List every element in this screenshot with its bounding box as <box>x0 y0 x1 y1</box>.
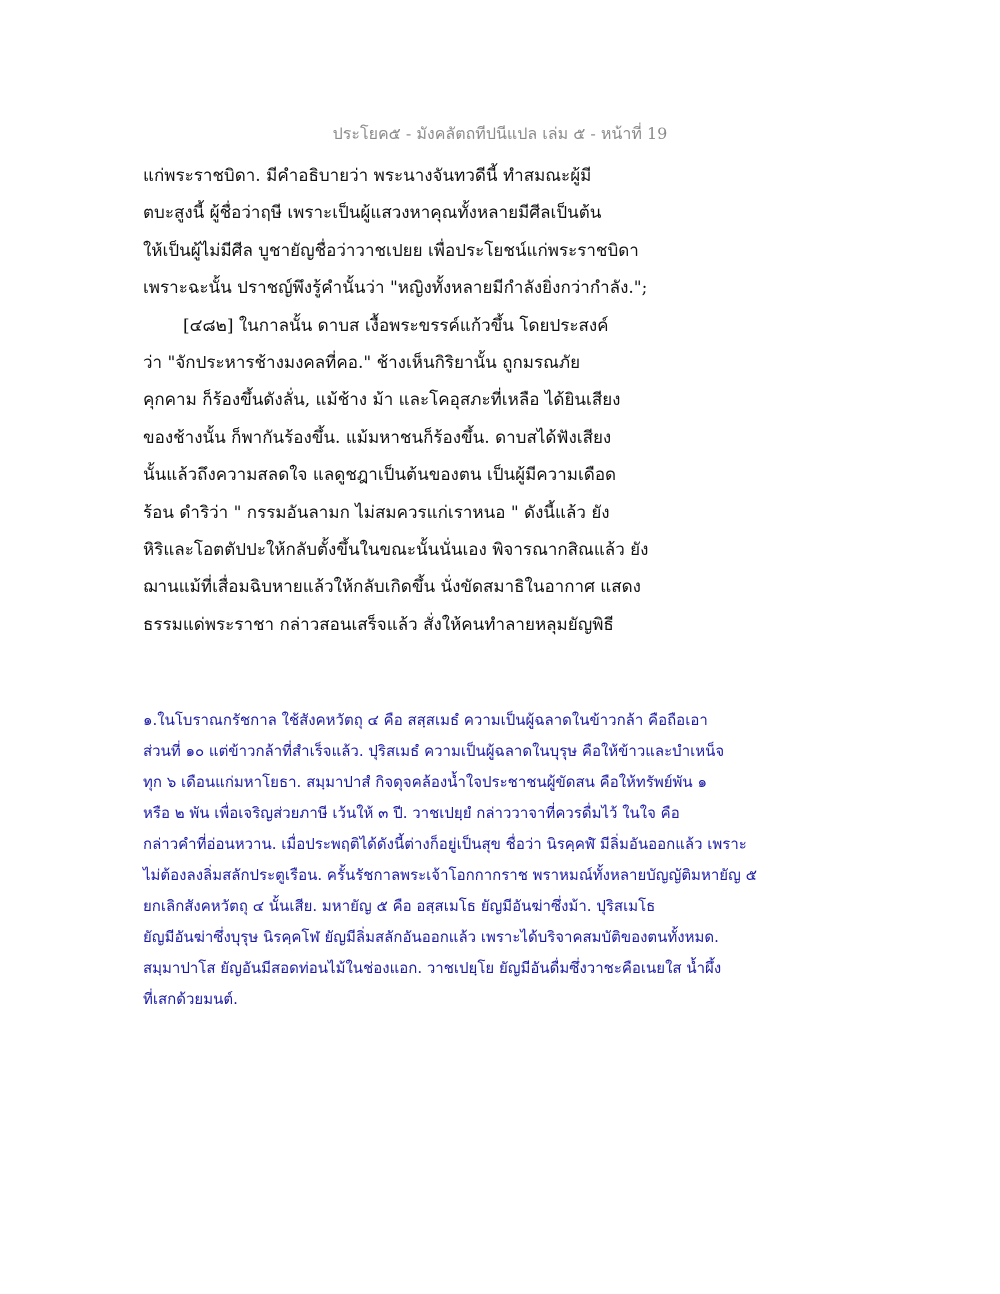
footnote-line: ๑.ในโบราณกรัชกาล ใช้สังคหวัตถุ ๔ คือ สสฺสเมธํ ความเป็นผู้ฉลาดในข้าวกล้า คือถือเอา <box>143 711 708 729</box>
body-line: หิริและโอตตัปปะให้กลับตั้งขึ้นในขณะนั้นนั่นเอง พิจารณากสิณแล้ว ยัง <box>143 539 649 560</box>
body-line: ของช้างนั้น ก็พากันร้องขึ้น. แม้มหาชนก็ร้องขึ้น. ดาบสได้ฟังเสียง <box>143 427 612 448</box>
footnote-line: ส่วนที่ ๑๐ แต่ข้าวกล้าที่สำเร็จแล้ว. ปุริสเมธํ ความเป็นผู้ฉลาดในบุรุษ คือให้ข้าวและบำเหน็จ <box>143 742 725 760</box>
page-header: ประโยค๕ - มังคลัตถทีปนีแปล เล่ม ๕ - หน้าที่ 19 <box>332 124 668 143</box>
body-text <box>143 158 843 644</box>
body-line: ให้เป็นผู้ไม่มีศีล บูชายัญชื่อว่าวาชเปยย เพื่อประโยชน์แก่พระราชบิดา <box>143 240 639 261</box>
body-line: แก่พระราชบิดา. มีคำอธิบายว่า พระนางจันทวดีนี้ ทำสมณะผู้มี <box>143 166 592 186</box>
footnote-line: ไม่ต้องลงลิ่มสลักประตูเรือน. ครั้นรัชกาลพระเจ้าโอกกากราช พราหมณ์ทั้งหลายบัญญัติมหายัญ ๕ <box>143 866 757 884</box>
body-line: คุกคาม ก็ร้องขึ้นดังลั่น, แม้ช้าง ม้า และโคอุสภะที่เหลือ ได้ยินเสียง <box>143 390 621 411</box>
footnote-line: หรือ ๒ พัน เพื่อเจริญส่วยภาษี เว้นให้ ๓ ปี. วาชเปยฺยํ กล่าววาจาที่ควรดื่มไว้ ในใจ คือ <box>143 804 680 822</box>
footnote-line: ยัญมีอันฆ่าซึ่งบุรุษ นิรคฺคโฬ ยัญมีลิ่มสลักอันออกแล้ว เพราะได้บริจาคสมบัติของตนทั้งหมด. <box>143 928 719 946</box>
footnote-line: ยกเลิกสังคหวัตถุ ๔ นั้นเสีย. มหายัญ ๕ คือ อสฺสเมโธ ยัญมีอันฆ่าซึ่งม้า. ปุริสเมโธ <box>143 897 656 915</box>
footnote <box>143 705 843 1015</box>
footnote-line: ที่เสกด้วยมนต์. <box>143 990 238 1008</box>
body-line: นั้นแล้วถึงความสลดใจ แลดูชฎาเป็นต้นของตน เป็นผู้มีความเดือด <box>143 465 617 486</box>
body-line: ตบะสูงนี้ ผู้ชื่อว่าฤษี เพราะเป็นผู้แสวงหาคุณทั้งหลายมีศีลเป็นต้น <box>143 203 602 224</box>
footnote-line: ทุก ๖ เดือนแก่มหาโยธา. สมฺมาปาสํ กิจดุจคล้องน้ำใจประชาชนผู้ขัดสน คือให้ทรัพย์พัน ๑ <box>143 773 707 791</box>
body-line: ธรรมแด่พระราชา กล่าวสอนเสร็จแล้ว สั่งให้คนทำลายหลุมยัญพิธี <box>143 614 614 635</box>
body-line: ว่า "จักประหารช้างมงคลที่คอ." ช้างเห็นกิริยานั้น ถูกมรณภัย <box>143 352 581 373</box>
body-line-paragraph-start: [๔๘๒] ในกาลนั้น ดาบส เงื้อพระขรรค์แก้วขึ้น โดยประสงค์ <box>183 315 609 336</box>
footnote-line: กล่าวคำที่อ่อนหวาน. เมื่อประพฤติได้ดังนี้ต่างก็อยู่เป็นสุข ชื่อว่า นิรคฺคฬํ มีลิ่มอันออกแล้ว เพราะ <box>143 835 747 853</box>
body-line: เพราะฉะนั้น ปราชญ์พึงรู้คำนั้นว่า "หญิงทั้งหลายมีกำลังยิ่งกว่ากำลัง."; <box>143 278 648 299</box>
footnote-line: สมฺมาปาโส ยัญอันมีสอดท่อนไม้ในช่องแอก. วาชเปยฺโย ยัญมีอันดื่มซึ่งวาชะคือเนยใส น้ำผึ้ง <box>143 959 722 977</box>
body-line: ร้อน ดำริว่า " กรรมอันลามก ไม่สมควรแก่เราหนอ " ดังนี้แล้ว ยัง <box>143 502 610 523</box>
body-line: ฌานแม้ที่เสื่อมฉิบหายแล้วให้กลับเกิดขึ้น นั่งขัดสมาธิในอากาศ แสดง <box>143 577 641 598</box>
